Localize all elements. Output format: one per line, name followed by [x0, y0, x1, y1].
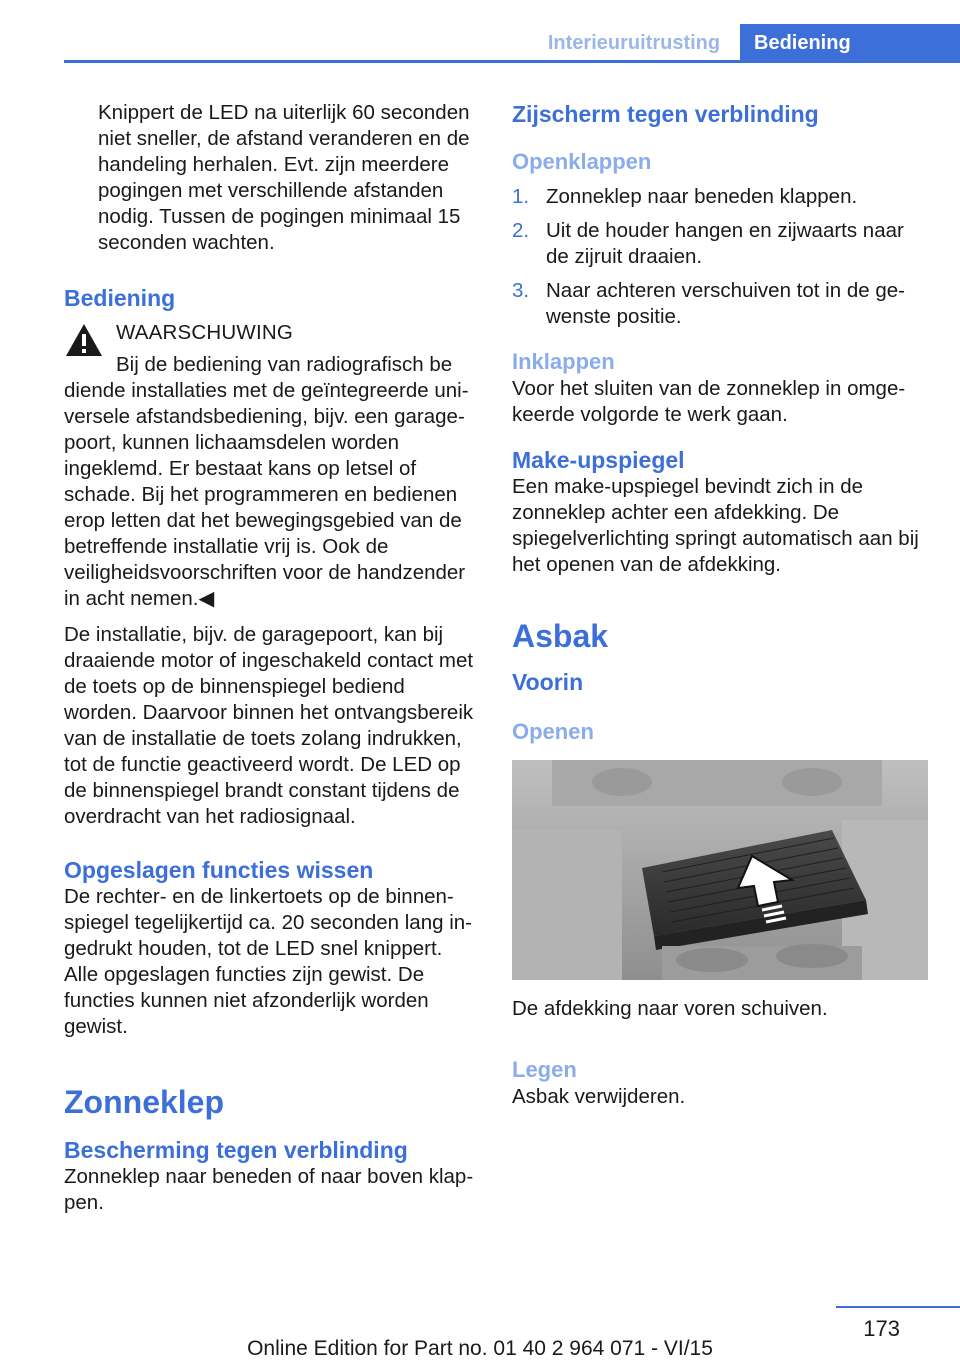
heading-make-upspiegel: Make-upspiegel [512, 447, 685, 473]
tab-bediening[interactable]: Bediening [740, 24, 960, 60]
paragraph-afdekking: De afdekking naar voren schuiven. [512, 997, 828, 1020]
paragraph-inklappen: Voor het sluiten van de zonneklep in omgekeerde volgorde te werk gaan. [512, 377, 906, 426]
list-item: 3. Naar achteren verschuiven tot in de gewenste positie. [512, 279, 905, 328]
page-number: 173 [863, 1316, 900, 1341]
intro-paragraph: Knippert de LED na uiterlijk 60 seconden niet sneller, de afstand veranderen en de handeling herhalen. Evt. zijn meerdere pogingen met verschillende afstanden nodig. Tussen de pogingen minimaal 15 seconden wachten. [98, 101, 470, 254]
warning-text-first: Bij de bediening van radiografisch be [116, 353, 453, 376]
heading-bediening: Bediening [64, 285, 176, 311]
paragraph-wissen: De rechter- en de linkertoets op de binnenspiegel tegelijkertijd ca. 20 seconden lang ingedrukt houden, tot de LED snel knippert. Alle opgeslagen functies zijn gewist. De functies kunnen niet afzonderlijk worden gewist. [64, 885, 472, 1038]
right-column [512, 100, 928, 1110]
heading-asbak: Asbak [512, 618, 609, 654]
heading-inklappen: Inklappen [512, 349, 615, 374]
ashtray-photo [512, 760, 928, 980]
heading-bescherming: Bescherming tegen verblinding [64, 1137, 408, 1163]
heading-legen: Legen [512, 1057, 577, 1082]
tab-interieuruitrusting[interactable]: Interieuruitrusting [547, 32, 721, 54]
paragraph-bescherming: Zonneklep naar beneden of naar boven klappen. [64, 1165, 474, 1214]
warning-block [64, 320, 480, 612]
heading-openklappen: Openklappen [512, 149, 652, 174]
warning-title: WAARSCHUWING [116, 321, 294, 344]
paragraph-legen: Asbak verwijderen. [512, 1085, 686, 1108]
left-column [64, 100, 480, 1216]
heading-voorin: Voorin [512, 669, 584, 695]
paragraph-make-upspiegel: Een make-upspiegel bevindt zich in de zonneklep achter een afdekking. De spiegelverlichting springt automatisch aan bij het openen van de afdekking. [512, 475, 919, 576]
heading-zonneklep: Zonneklep [64, 1084, 225, 1120]
header-rule [64, 60, 960, 63]
warning-text: diende installaties met de geïntegreerde universele afstandsbediening, bijv. een garagepoort, kunnen lichaamsdelen worden ingeklemd. Er bestaat kans op letsel of schade. Bij het programmeren en bedienen erop letten dat het bewegingsgebied van de betreffende installatie vrij is. Ook de veiligheidsvoorschriften voor de handzender in acht nemen.◀ [64, 379, 469, 610]
heading-openen: Openen [512, 719, 594, 744]
warning-triangle-icon [64, 322, 104, 365]
list-item: 1. Zonneklep naar beneden klappen. [512, 185, 858, 208]
heading-zijscherm: Zijscherm tegen verblinding [512, 101, 819, 127]
openklappen-steps [512, 184, 928, 330]
edition-footer: Online Edition for Part no. 01 40 2 964 071 - VI/15 [247, 1337, 713, 1360]
paragraph-installatie: De installatie, bijv. de garagepoort, kan bij draaiende motor of ingeschakeld contact met de toets op de binnenspiegel bediend worden. Daarvoor binnen het ontvangsbereik van de installatie de toets zolang indrukken, tot de functie geactiveerd wordt. De LED op de binnenspiegel brandt constant tijdens de overdracht van het radiosignaal. [64, 623, 474, 828]
list-item: 2. Uit de houder hangen en zijwaarts naar de zijruit draaien. [512, 219, 904, 268]
footer-rule [836, 1306, 960, 1308]
heading-opgeslagen-functies-wissen: Opgeslagen functies wissen [64, 857, 374, 883]
